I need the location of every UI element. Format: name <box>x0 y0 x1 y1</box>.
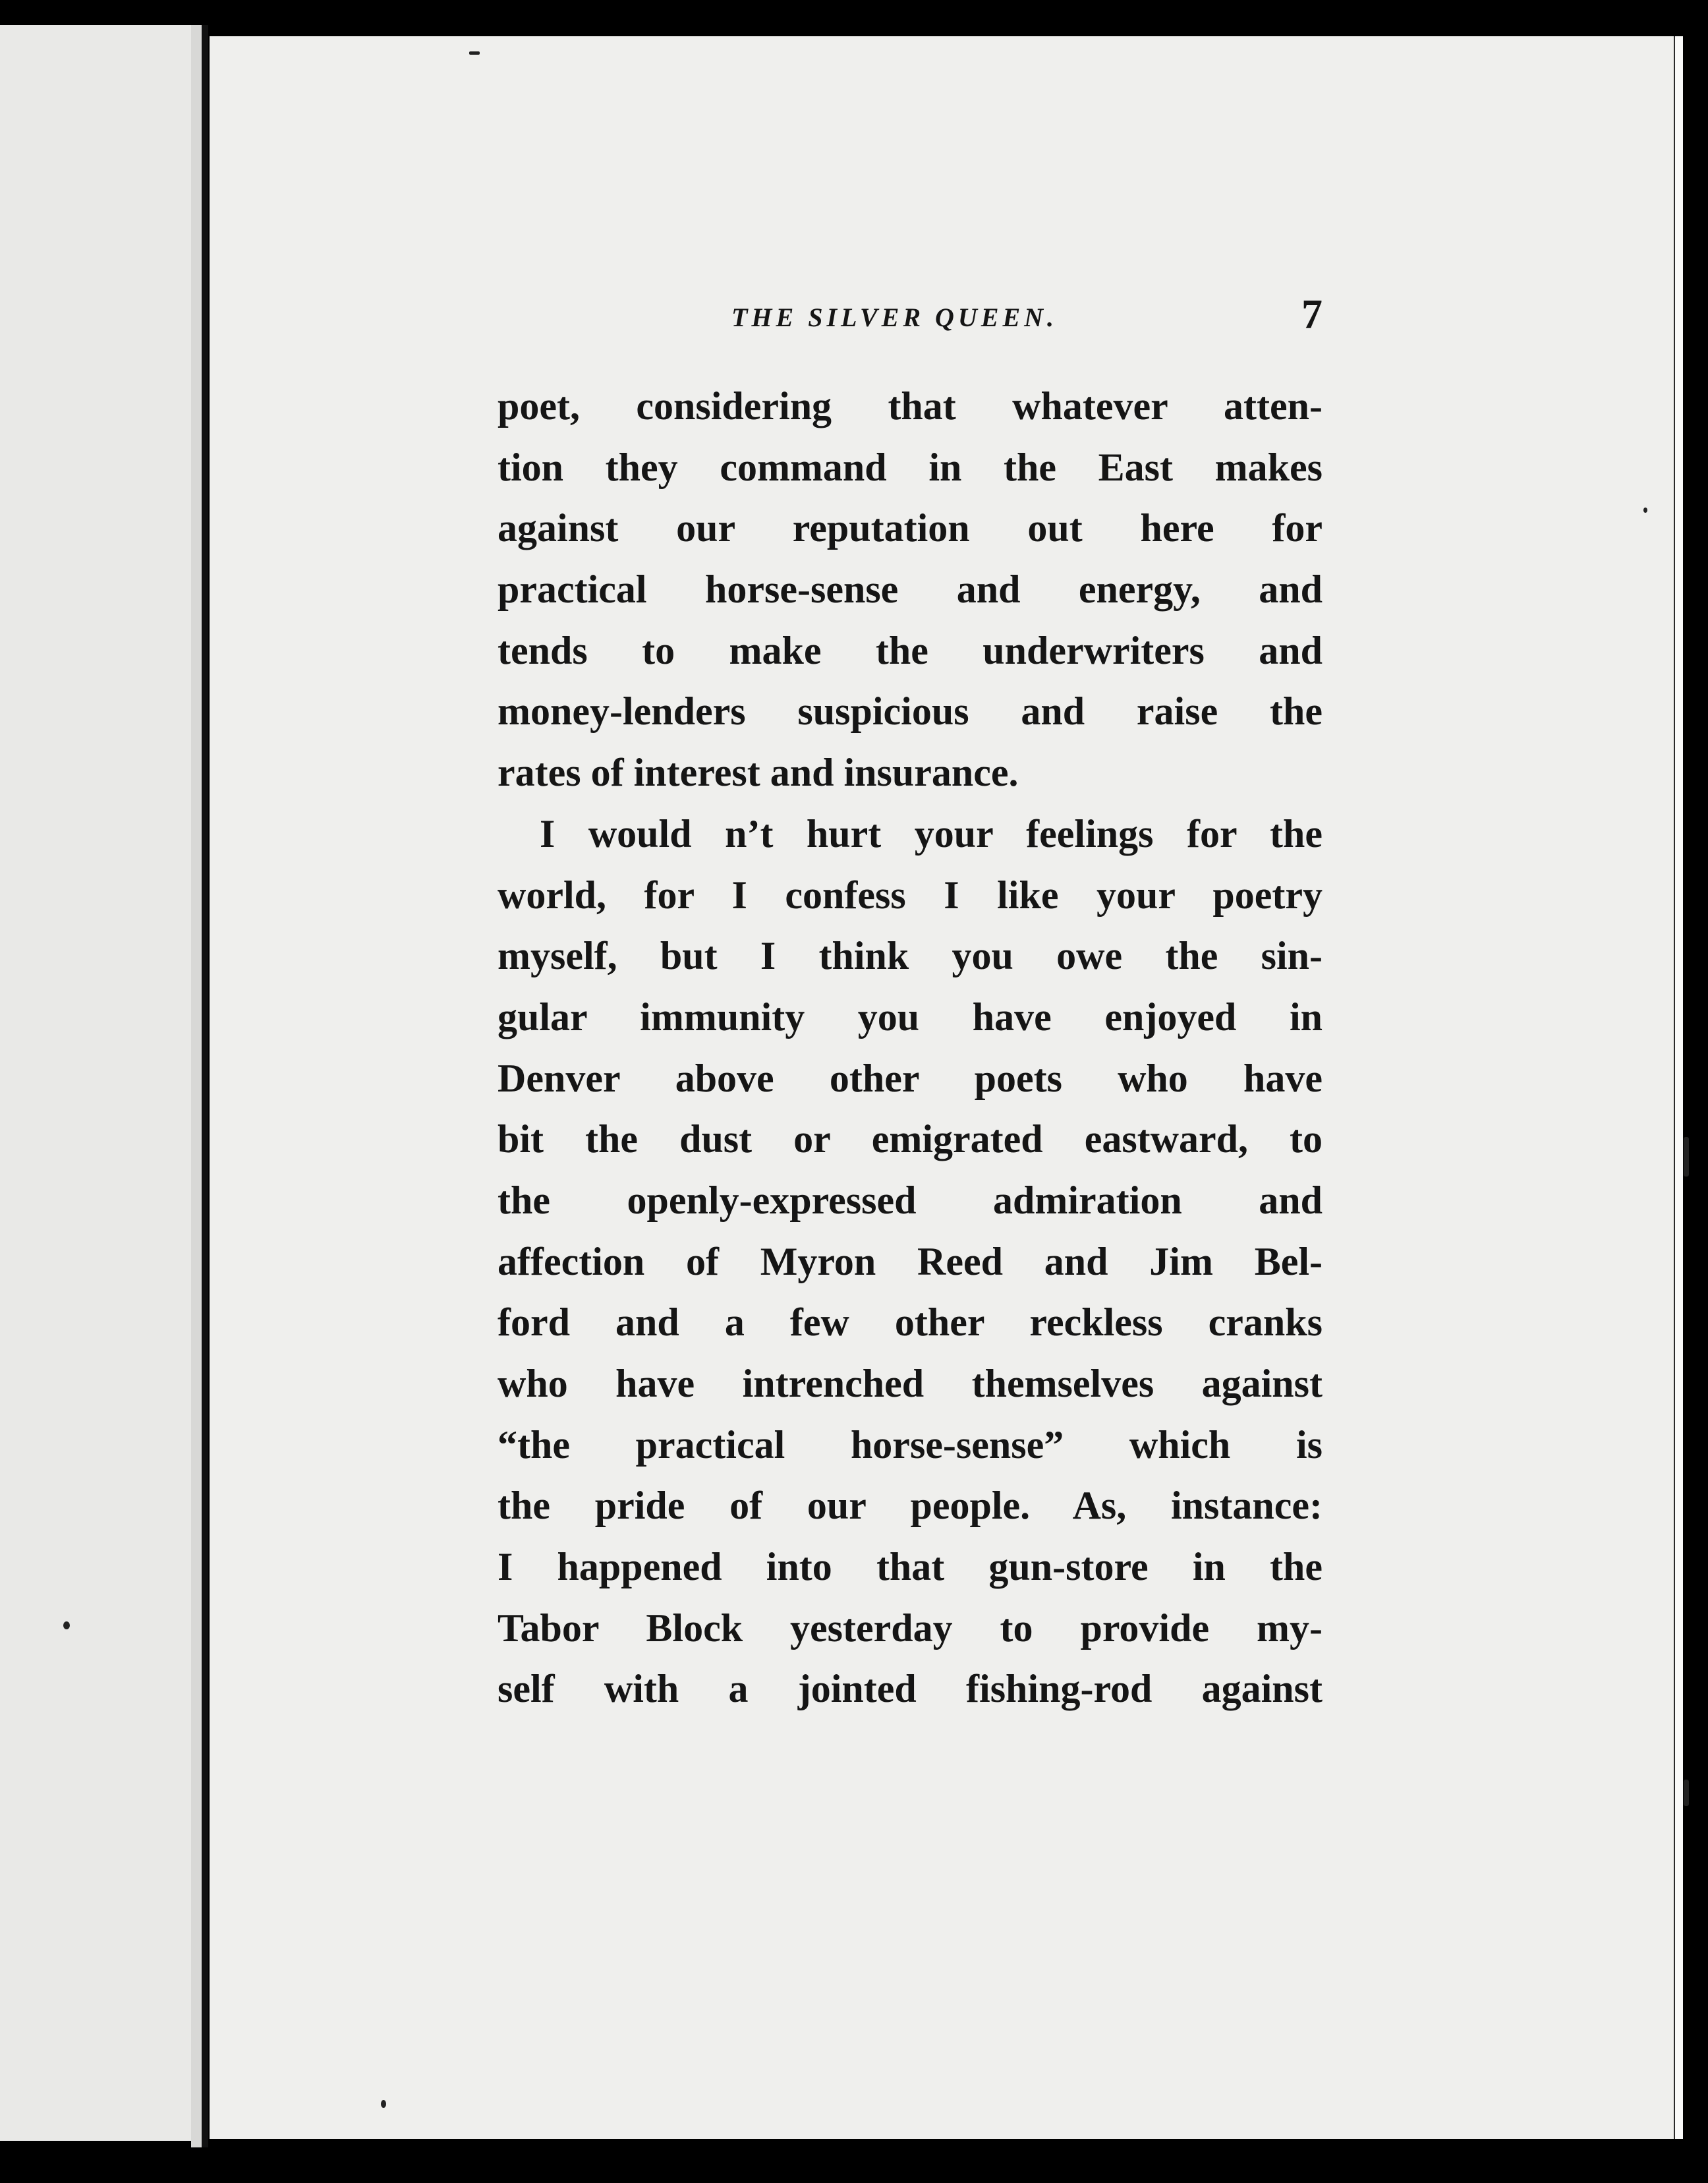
text-line: myself, but I think you owe the sin- <box>498 934 1323 978</box>
text-line: I happened into that gun-store in the <box>498 1545 1323 1589</box>
running-title: THE SILVER QUEEN. <box>731 303 1058 332</box>
text-line: practical horse-sense and energy, and <box>498 568 1323 612</box>
print-speck <box>381 2100 386 2108</box>
text-line: gular immunity you have enjoyed in <box>498 995 1323 1039</box>
page-number: 7 <box>1301 291 1323 337</box>
text-line: affection of Myron Reed and Jim Bel- <box>498 1239 1323 1283</box>
print-speck <box>1684 1780 1689 1806</box>
text-line: ford and a few other reckless cranks <box>498 1300 1323 1345</box>
running-head <box>731 290 1324 343</box>
text-line: world, for I confess I like your poetry <box>498 873 1323 917</box>
print-speck <box>469 51 480 55</box>
text-line: who have intrenched themselves against <box>498 1362 1323 1405</box>
text-line: the pride of our people. As, instance: <box>498 1484 1323 1528</box>
print-speck <box>1684 1137 1689 1177</box>
gutter-line <box>202 25 208 2147</box>
text-line: bit the dust or emigrated eastward, to <box>498 1117 1323 1161</box>
left-page-blank <box>0 25 198 2141</box>
text-line: tends to make the underwriters and <box>498 628 1323 672</box>
text-line: the openly-expressed admiration and <box>498 1178 1323 1222</box>
text-line: against our reputation out here for <box>498 506 1323 550</box>
text-line: money-lenders suspicious and raise the <box>498 689 1323 734</box>
text-line: “the practical horse-sense” which is <box>498 1422 1323 1467</box>
text-line: tion they command in the East makes <box>498 445 1323 489</box>
text-line: poet, considering that whatever atten- <box>498 384 1323 428</box>
text-line: self with a jointed fishing-rod against <box>498 1667 1323 1711</box>
body-text <box>498 376 1323 1720</box>
page-edge <box>1674 36 1683 2139</box>
text-line: Tabor Block yesterday to provide my- <box>498 1606 1323 1650</box>
print-speck <box>1643 508 1647 513</box>
print-speck <box>63 1621 70 1629</box>
text-line: Denver above other poets who have <box>498 1056 1323 1100</box>
text-line: rates of interest and insurance. <box>498 751 1019 795</box>
paragraph-first-line: I would n’t hurt your feelings for the <box>540 811 1323 856</box>
